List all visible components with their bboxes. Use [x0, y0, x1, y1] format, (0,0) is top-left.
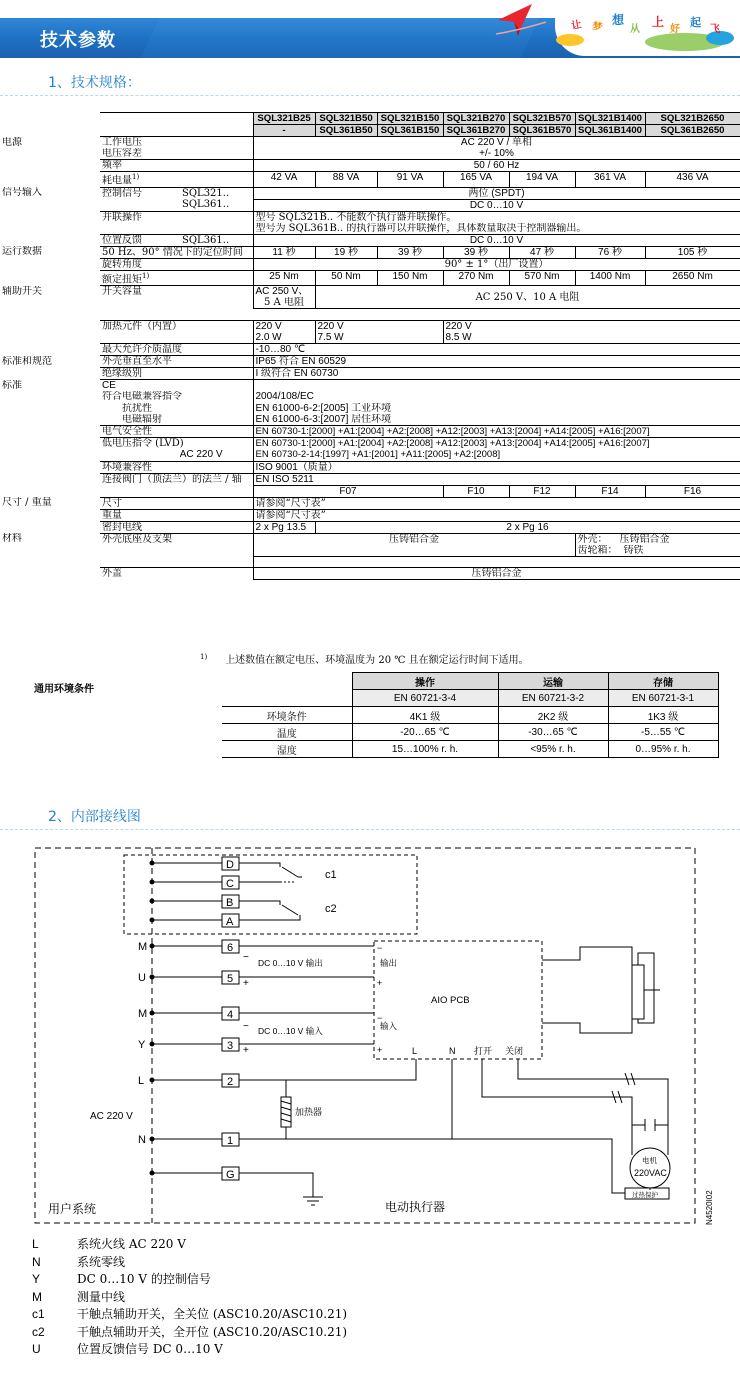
row-value: EN 61000-6-3:[2007] 居住环境 [253, 414, 740, 426]
row-value: 42 VA [253, 172, 315, 187]
row-label: 外壳底座及支架 [100, 533, 253, 545]
row-value: AC 250 V、 [253, 286, 315, 298]
row-value: 50 / 60 Hz [253, 160, 740, 172]
model-header: SQL361B150 [377, 125, 443, 137]
row-value: -10…80 ℃ [253, 344, 740, 356]
polarity-minus: − [377, 943, 383, 953]
overheat-label: 过热保护 [632, 1192, 658, 1199]
row-value: 91 VA [377, 172, 443, 187]
row-label: 最大允许介质温度 [100, 344, 253, 356]
polarity-minus: − [243, 1021, 249, 1032]
env-cell: <95% r. h. [498, 741, 608, 758]
terminal-label: 3 [227, 1040, 234, 1052]
row-value: 2004/108/EC [253, 391, 740, 403]
wire-label: M [138, 1008, 148, 1020]
row-value: 39 秒 [377, 246, 443, 258]
terminal-label: G [226, 1169, 235, 1181]
row-label: 电气安全性 [100, 426, 253, 438]
wiring-diagram [0, 835, 740, 1235]
row-label: 频率 [100, 160, 253, 172]
row-value: 11 秒 [253, 246, 315, 258]
row-value: EN 61000-6-2:[2005] 工业环境 [253, 403, 740, 415]
model-header: SQL361B570 [509, 125, 575, 137]
list-item: Y DC 0…10 V 的控制信号 [32, 1272, 211, 1286]
model-header: SQL321B1400 [575, 113, 645, 125]
row-value: 压铸铝合金 [253, 568, 740, 580]
pcb-out-label: 输出 [380, 958, 398, 968]
terminal-label: 6 [227, 942, 234, 954]
svg-text:上: 上 [652, 15, 665, 29]
row-value: 76 秒 [575, 246, 645, 258]
row-value: 220 V [315, 320, 443, 332]
category-aux: 辅助开关 [2, 285, 42, 297]
switch-label-c2: c2 [325, 903, 337, 915]
category-standards: 标准和规范 [2, 355, 52, 367]
row-label: 密封电线 [100, 521, 253, 533]
row-value: 570 Nm [509, 270, 575, 285]
slogan-lettering [570, 8, 730, 40]
divider [0, 95, 740, 96]
output-label: DC 0…10 V 输出 [258, 958, 323, 968]
row-value: ISO 9001（质量） [253, 461, 740, 473]
row-value: IP65 符合 EN 60529 [253, 356, 740, 368]
page-title: 技术参数 [40, 30, 116, 51]
list-item: U 位置反馈信号 DC 0…10 V [32, 1342, 223, 1356]
row-value: 2 x Pg 13.5 [253, 521, 315, 533]
row-value: EN 60730-1:[2000] +A1:[2004] +A2:[2008] +A12:[2003] +A13:[2004] +A14:[2005] +A16:[2007] [253, 426, 740, 438]
svg-text:想: 想 [612, 13, 625, 27]
actuator-label: 电动执行器 [385, 1200, 446, 1214]
row-value: 19 秒 [315, 246, 377, 258]
row-label: 50 Hz、90° 情况下的定位时间 [100, 246, 253, 258]
row-value: 361 VA [575, 172, 645, 187]
row-value: 请参阅“尺寸表” [253, 497, 740, 509]
model-header: SQL361B270 [443, 125, 509, 137]
input-label: DC 0…10 V 输入 [258, 1026, 323, 1036]
row-value: F07 [253, 485, 443, 497]
row-value: F14 [575, 485, 645, 497]
row-label: 控制信号 [100, 187, 180, 199]
row-value: AC 250 V、10 A 电阻 [315, 286, 740, 309]
row-label: 低电压指令 (LVD) [100, 438, 253, 450]
row-value: 165 VA [443, 172, 509, 187]
switch-label-c1: c1 [325, 869, 337, 881]
row-value: F10 [443, 485, 509, 497]
env-cell: 4K1 级 [352, 707, 498, 724]
row-value: 150 Nm [377, 270, 443, 285]
env-cell: -30…65 ℃ [498, 724, 608, 741]
list-item: N 系统零线 [32, 1254, 126, 1269]
row-value: 39 秒 [443, 246, 509, 258]
row-value: 88 VA [315, 172, 377, 187]
row-value: 47 秒 [509, 246, 575, 258]
row-value [253, 380, 740, 392]
polarity-minus: − [243, 952, 249, 963]
row-value: 型号为 SQL361B.. 的执行器可以并联操作，具体数量取决于控制器输出。 [253, 223, 740, 235]
pcb-l-label: L [412, 1046, 418, 1056]
model-header: SQL321B2650 [645, 113, 740, 125]
row-value: 50 Nm [315, 270, 377, 285]
model-header: SQL361B2650 [645, 125, 740, 137]
wire-label: U [138, 972, 146, 984]
model-header: SQL321B50 [315, 113, 377, 125]
page-header [0, 0, 740, 72]
terminal-label: 4 [227, 1009, 234, 1021]
env-cell: 1K3 级 [608, 707, 718, 724]
env-cell: 15…100% r. h. [352, 741, 498, 758]
row-value: EN 60730-1:[2000] +A1:[2004] +A2:[2008] +A12:[2003] +A13:[2004] +A14:[2005] +A16:[2007] [253, 438, 740, 450]
row-value: F16 [645, 485, 740, 497]
list-item: c1 干触点辅助开关，全关位 (ASC10.20/ASC10.21) [32, 1307, 348, 1321]
svg-text:从: 从 [630, 24, 640, 35]
env-row-label: 温度 [222, 724, 352, 741]
row-label: 连接阀门（顶法兰）的法兰 / 轴 [100, 473, 253, 485]
row-value: 5 A 电阻 [253, 297, 315, 309]
row-label: 抗扰性 [122, 402, 152, 414]
env-row-label: 湿度 [222, 741, 352, 758]
list-item: L 系统火线 AC 220 V [32, 1237, 186, 1251]
model-header: SQL361B50 [315, 125, 377, 137]
row-label: 绝缘级别 [100, 368, 253, 380]
env-cell: -20…65 ℃ [352, 724, 498, 741]
footnote: $^{1)}$ 上述数值在额定电压、环境温度为 20 ℃ 且在额定运行时间下适用。 [200, 652, 529, 666]
drawing-code: N4520I02 [705, 1190, 714, 1225]
row-sublabel: AC 220 V [179, 449, 223, 461]
terminal-label: 1 [227, 1135, 234, 1147]
env-header: 运输 [498, 673, 608, 690]
category-signal: 信号输入 [2, 187, 42, 199]
row-label: 尺寸 [100, 497, 253, 509]
user-system-label: 用户系统 [48, 1202, 97, 1216]
row-value: I 级符合 EN 60730 [253, 368, 740, 380]
row-value: 220 V [443, 320, 740, 332]
row-value: 请参阅“尺寸表” [253, 509, 740, 521]
row-value: 两位 (SPDT) [253, 187, 740, 199]
row-value: 压铸铝合金 [253, 533, 575, 556]
env-standard: EN 60721-3-4 [352, 690, 498, 707]
row-value: 7.5 W [315, 332, 443, 344]
list-item: c2 干触点辅助开关，全开位 (ASC10.20/ASC10.21) [32, 1324, 348, 1339]
env-standard: EN 60721-3-2 [498, 690, 608, 707]
wire-label: L [138, 1075, 145, 1087]
category-standard: 标准 [2, 379, 22, 391]
svg-text:起: 起 [690, 17, 701, 29]
row-value: 齿轮箱： 铸铁 [575, 545, 740, 557]
row-value: 2.0 W [253, 332, 315, 344]
list-item: M 测量中线 [32, 1289, 126, 1304]
row-sublabel: SQL321.. [180, 187, 253, 199]
row-label: 额定扭矩$^{1)}$ [100, 270, 253, 285]
row-label: 电压容差 [102, 148, 142, 160]
polarity-plus: + [377, 1045, 383, 1055]
row-label: 耗电量$^{1)}$ [100, 172, 253, 187]
env-header: 存储 [608, 673, 718, 690]
row-label: 工作电压 [100, 137, 253, 149]
env-row-label: 环境条件 [222, 707, 352, 724]
row-label: 符合电磁兼容指令 [102, 391, 182, 403]
terminal-label: 5 [227, 973, 234, 985]
row-value: DC 0…10 V [253, 199, 740, 211]
terminal-label: D [226, 859, 234, 871]
heater-label: 加热器 [295, 1107, 323, 1117]
row-value: 25 Nm [253, 270, 315, 285]
terminal-label: C [226, 878, 234, 890]
row-value: EN ISO 5211 [253, 473, 740, 485]
row-value: F12 [509, 485, 575, 497]
category-power: 电源 [2, 136, 22, 148]
pcb-n-label: N [449, 1046, 456, 1056]
env-standard: EN 60721-3-1 [608, 690, 718, 707]
row-label: CE [100, 380, 253, 392]
row-label: 外盖 [100, 568, 253, 580]
env-table [222, 672, 719, 758]
row-value: EN 60730-2-14:[1997] +A1:[2001] +A11:[2005] +A2:[2008] [253, 449, 740, 461]
row-label: 电磁辐射 [122, 414, 162, 426]
row-value: 1400 Nm [575, 270, 645, 285]
polarity-plus: + [243, 978, 249, 989]
row-value: 2650 Nm [645, 270, 740, 285]
row-label: 加热元件（内置） [100, 320, 253, 332]
wire-label: M [138, 941, 148, 953]
model-header: SQL321B150 [377, 113, 443, 125]
model-header: SQL321B570 [509, 113, 575, 125]
row-label: 外壳垂直至水平 [100, 356, 253, 368]
polarity-minus: − [377, 1013, 383, 1023]
row-value: 436 VA [645, 172, 740, 187]
model-header: SQL361B1400 [575, 125, 645, 137]
row-label: 位置反馈 [100, 234, 180, 246]
row-value: 型号 SQL321B.. 不能数个执行器并联操作。 [253, 211, 740, 223]
model-header: SQL321B270 [443, 113, 509, 125]
env-header: 操作 [352, 673, 498, 690]
row-value: 220 V [253, 320, 315, 332]
row-value: 194 VA [509, 172, 575, 187]
divider [0, 829, 740, 830]
row-label: 环境兼容性 [100, 461, 253, 473]
row-value: 105 秒 [645, 246, 740, 258]
wire-label: Y [138, 1039, 146, 1051]
polarity-plus: + [243, 1045, 249, 1056]
env-cell: -5…55 ℃ [608, 724, 718, 741]
row-label: 重量 [100, 509, 253, 521]
pcb-close-label: 关闭 [505, 1046, 524, 1056]
env-cell: 2K2 级 [498, 707, 608, 724]
table-row [222, 707, 718, 724]
category-dimension: 尺寸 / 重量 [2, 497, 52, 509]
row-value: 外壳： 压铸铝合金 [575, 533, 740, 545]
svg-text:让: 让 [570, 19, 583, 32]
wire-label: N [138, 1134, 146, 1146]
spec-table [0, 112, 740, 580]
row-value: 270 Nm [443, 270, 509, 285]
motor-voltage-label: 220VAC [634, 1168, 667, 1178]
row-value: 2 x Pg 16 [315, 521, 740, 533]
row-value: +/- 10% [253, 148, 740, 160]
row-value: DC 0…10 V [253, 234, 740, 246]
section-title-specs: 1、技术规格： [48, 75, 141, 91]
terminal-label: B [226, 897, 234, 909]
row-value: 8.5 W [443, 332, 740, 344]
terminal-label: A [226, 916, 234, 928]
row-sublabel: SQL361.. [180, 234, 253, 246]
row-label: 开关容量 [100, 286, 253, 298]
pcb-open-label: 打开 [474, 1046, 493, 1056]
section-title-wiring: 2、内部接线图 [48, 809, 141, 825]
row-label: 并联操作 [100, 211, 253, 223]
table-row [222, 724, 718, 741]
pcb-in-label: 输入 [380, 1021, 398, 1031]
row-value: AC 220 V / 单相 [253, 137, 740, 149]
motor-label: 电机 [642, 1156, 657, 1165]
legend [32, 1236, 347, 1359]
model-header: - [253, 125, 315, 137]
category-material: 材料 [2, 533, 22, 545]
svg-text:飞: 飞 [710, 24, 720, 35]
category-operation: 运行数据 [2, 246, 42, 258]
pcb-name: AIO PCB [431, 995, 470, 1006]
row-value: 90° ± 1°（出厂设置） [253, 258, 740, 270]
model-header: SQL321B25 [253, 113, 315, 125]
terminal-label: 2 [227, 1076, 234, 1088]
env-cell: 0…95% r. h. [608, 741, 718, 758]
svg-text:梦: 梦 [591, 21, 604, 34]
row-label: 旋转角度 [100, 258, 253, 270]
table-row [222, 741, 718, 758]
row-sublabel: SQL361.. [182, 199, 230, 211]
polarity-plus: + [377, 978, 383, 988]
ac220-label: AC 220 V [90, 1111, 133, 1122]
env-title: 通用环境条件 [34, 684, 94, 695]
svg-text:好: 好 [670, 24, 680, 35]
